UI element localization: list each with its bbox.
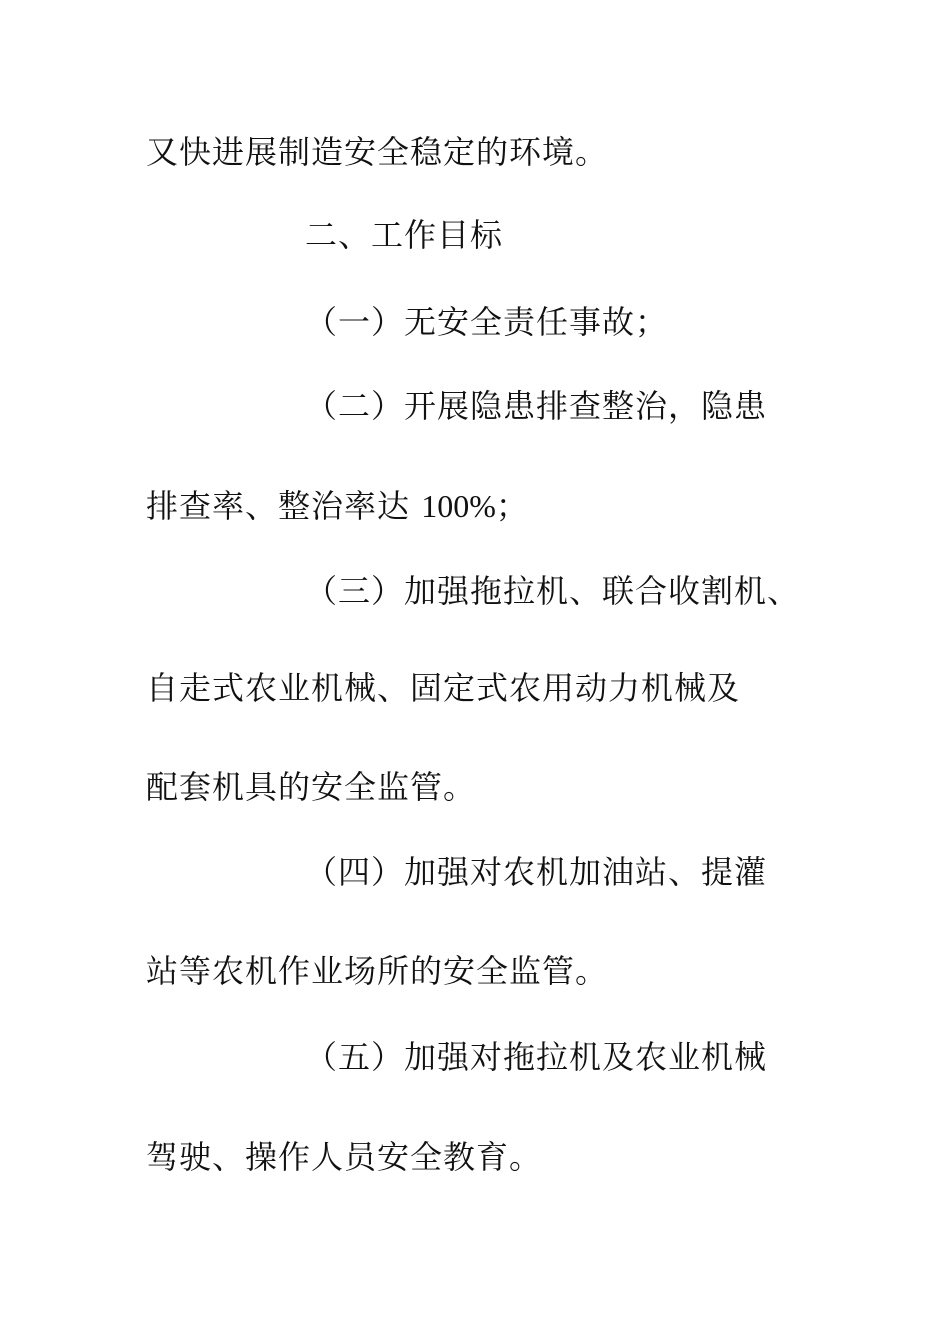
section-heading: 二、工作目标 (305, 216, 504, 254)
goal-item-3-line-1: （三）加强拖拉机、联合收割机、 (305, 572, 801, 610)
goal-item-5-line-2: 驾驶、操作人员安全教育。 (146, 1138, 543, 1176)
goal-item-4-line-1: （四）加强对农机加油站、提灌 (305, 853, 768, 891)
goal-item-3-line-3: 配套机具的安全监管。 (146, 768, 477, 806)
goal-item-1: （一）无安全责任事故； (305, 303, 669, 341)
goal-item-5-line-1: （五）加强对拖拉机及农业机械 (305, 1038, 768, 1076)
goal-item-2-line-2 (146, 487, 528, 525)
goal-item-3-line-2: 自走式农业机械、固定式农用动力机械及 (146, 669, 741, 707)
goal-item-2-rate: 100%； (421, 488, 528, 524)
paragraph-continuation: 又快进展制造安全稳定的环境。 (146, 133, 609, 171)
goal-item-2-line-1: （二）开展隐患排查整治，隐患 (305, 387, 768, 425)
goal-item-2-text: 排查率、整治率达 (146, 487, 411, 525)
goal-item-4-line-2: 站等农机作业场所的安全监管。 (146, 952, 609, 990)
